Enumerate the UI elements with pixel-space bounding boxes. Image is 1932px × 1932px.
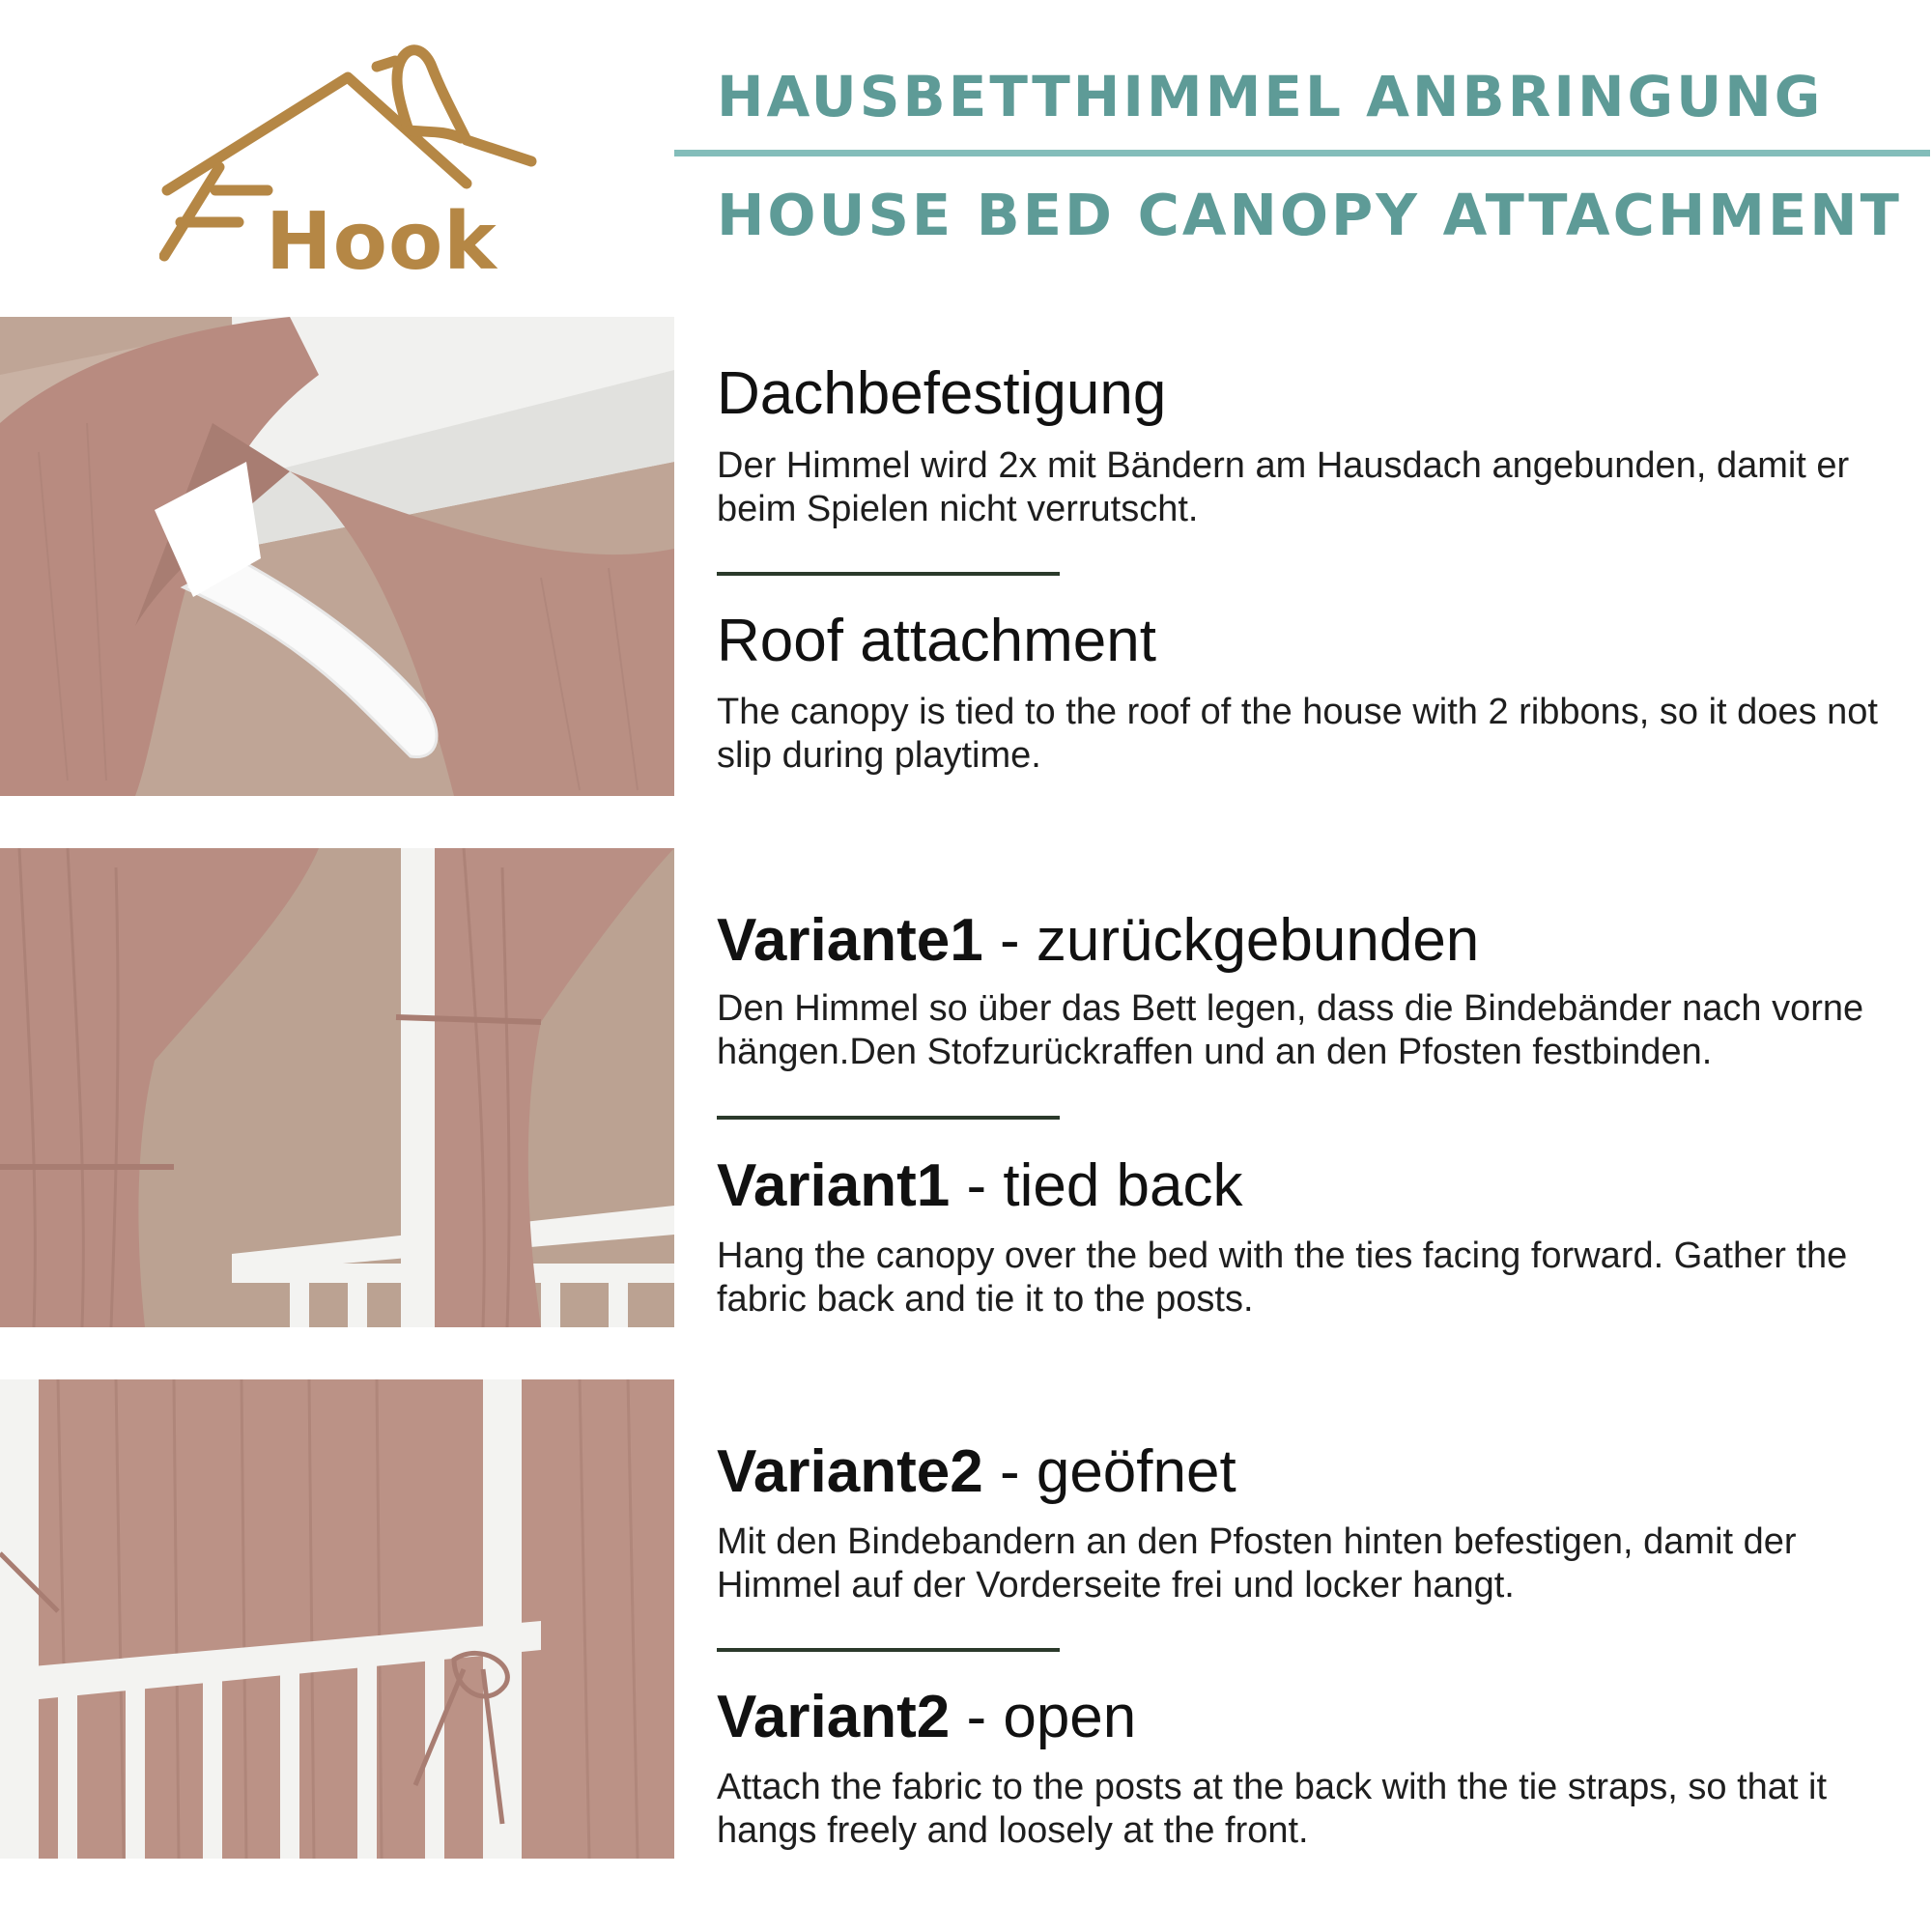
photo-roof-attachment: [0, 317, 674, 796]
section-roof-heading-english: Roof attachment: [717, 608, 1156, 674]
section-variant2-text-german: Mit den Bindebandern an den Pfosten hinten befestigen, damit der Himmel auf der Vorderseite frei und locker hangt.: [717, 1521, 1797, 1605]
photo-open: [0, 1379, 674, 1859]
section-variant2-heading-german: [717, 1437, 1236, 1506]
section-roof-text-english: The canopy is tied to the roof of the house with 2 ribbons, so it does not slip during playtime.: [717, 692, 1878, 776]
heading-rest: - zurückgebunden: [982, 907, 1480, 974]
section-variant1-heading-english: [717, 1151, 1243, 1220]
heading-bold: Variante1: [717, 907, 983, 974]
brand-logo: [159, 24, 546, 295]
section-variant1-text-english: Hang the canopy over the bed with the ties facing forward. Gather the fabric back and tie it to the posts.: [717, 1236, 1848, 1320]
section-divider: [717, 572, 1060, 576]
section-divider: [717, 1116, 1060, 1120]
section-variant1-text-german: Den Himmel so über das Bett legen, dass die Bindebänder nach vorne hängen.Den Stofzurückraffen und an den Pfosten festbinden.: [717, 988, 1864, 1072]
heading-bold: Variant2: [717, 1684, 951, 1750]
heading-rest: - open: [950, 1684, 1137, 1750]
heading-rest: - geöfnet: [982, 1438, 1236, 1505]
section-roof-text-german: Der Himmel wird 2x mit Bändern am Hausdach angebunden, damit er beim Spielen nicht verrutscht.: [717, 445, 1850, 529]
page-title-english: HOUSE BED CANOPY ATTACHMENT: [717, 182, 1902, 248]
heading-rest: - tied back: [950, 1152, 1243, 1219]
photo-tied-back: [0, 848, 674, 1327]
section-divider: [717, 1648, 1060, 1652]
brand-name: Hook: [266, 196, 497, 288]
heading-bold: Variante2: [717, 1438, 983, 1505]
title-divider: [674, 150, 1930, 156]
page-title-german: HAUSBETTHIMMEL ANBRINGUNG: [717, 64, 1824, 129]
heading-bold: Variant1: [717, 1152, 951, 1219]
section-roof-heading-german: Dachbefestigung: [717, 360, 1167, 427]
section-variant1-heading-german: [717, 906, 1479, 975]
section-variant2-heading-english: [717, 1683, 1136, 1751]
section-variant2-text-english: Attach the fabric to the posts at the back with the tie straps, so that it hangs freely and loosely at the front.: [717, 1767, 1828, 1851]
